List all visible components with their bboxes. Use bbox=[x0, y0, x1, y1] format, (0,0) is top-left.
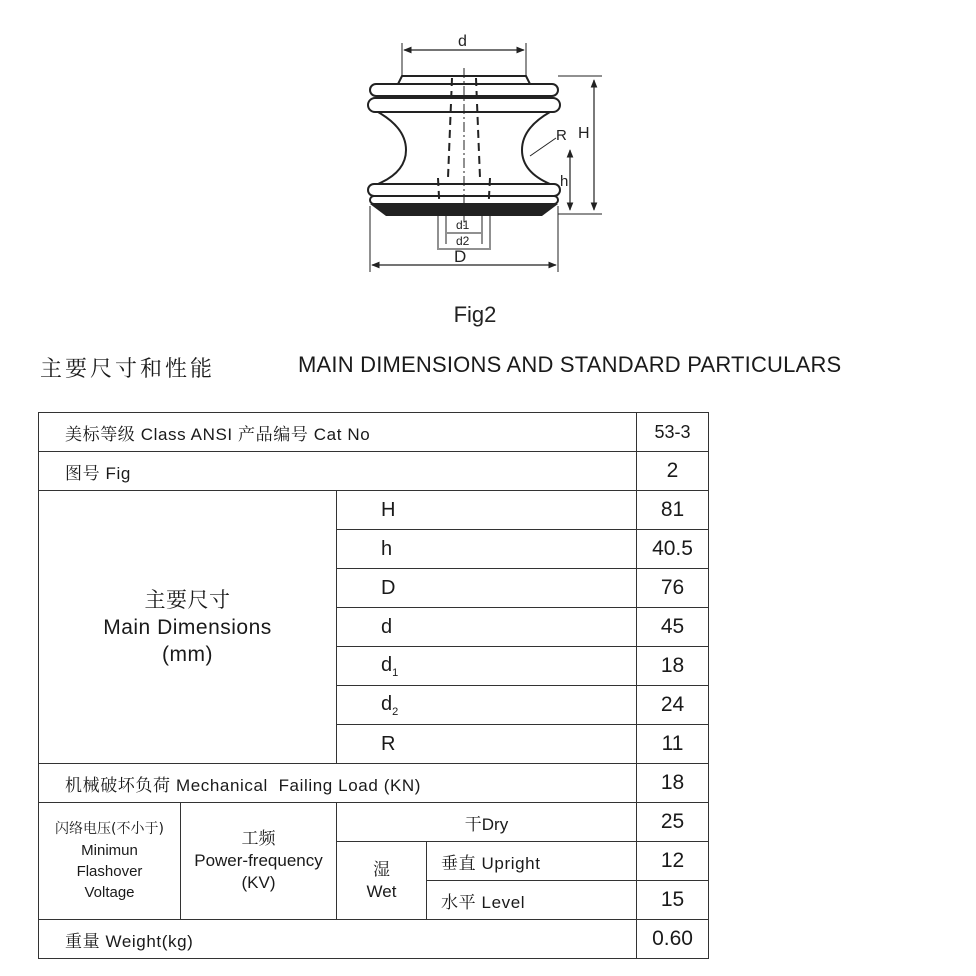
dim-label-D: D bbox=[454, 247, 467, 266]
spec-table bbox=[38, 412, 709, 959]
fig-row bbox=[39, 452, 709, 491]
figure-caption: Fig2 bbox=[453, 302, 497, 327]
dim-value: 24 bbox=[637, 686, 709, 725]
upright-label: 垂直 Upright bbox=[427, 842, 637, 881]
insulator-drawing bbox=[330, 28, 620, 298]
dim-label-d2: d2 bbox=[456, 234, 470, 248]
dim-value: 40.5 bbox=[637, 530, 709, 569]
dim-symbol: R bbox=[337, 725, 637, 764]
heading-chinese: 主要尺寸和性能 bbox=[40, 357, 216, 382]
weight-row bbox=[39, 920, 709, 959]
dim-symbol: $d_1$ bbox=[337, 647, 637, 686]
dim-row bbox=[39, 491, 709, 530]
dim-label-R: R bbox=[556, 127, 567, 144]
wet-label: 湿 Wet bbox=[337, 842, 427, 920]
dry-value: 25 bbox=[637, 803, 709, 842]
mech-value: 18 bbox=[637, 764, 709, 803]
insulator-figure bbox=[330, 28, 620, 338]
weight-value: 0.60 bbox=[637, 920, 709, 959]
class-value: 53-3 bbox=[637, 413, 709, 452]
power-frequency-label: 工频 Power-frequency (KV) bbox=[181, 803, 337, 920]
dim-label-H: H bbox=[578, 125, 590, 142]
flashover-row bbox=[39, 803, 709, 842]
level-value: 15 bbox=[637, 881, 709, 920]
upright-value: 12 bbox=[637, 842, 709, 881]
dim-label-h: h bbox=[560, 173, 569, 190]
class-row bbox=[39, 413, 709, 452]
mech-label: 机械破坏负荷 Mechanical Failing Load (KN) bbox=[39, 764, 637, 803]
level-label: 水平 Level bbox=[427, 881, 637, 920]
heading-english: MAIN DIMENSIONS AND STANDARD PARTICULARS bbox=[298, 352, 842, 377]
section-heading bbox=[40, 350, 970, 384]
dim-value: 76 bbox=[637, 569, 709, 608]
dim-value: 18 bbox=[637, 647, 709, 686]
dry-label: 干Dry bbox=[337, 803, 637, 842]
flashover-label: 闪络电压(不小于) Minimun Flashover Voltage bbox=[39, 803, 181, 920]
weight-label: 重量 Weight(kg) bbox=[39, 920, 637, 959]
dim-symbol: D bbox=[337, 569, 637, 608]
dim-value: 45 bbox=[637, 608, 709, 647]
dim-label-d: d bbox=[458, 33, 467, 50]
mech-row bbox=[39, 764, 709, 803]
class-label: 美标等级 Class ANSI 产品编号 Cat No bbox=[39, 413, 637, 452]
dim-symbol: H bbox=[337, 491, 637, 530]
dim-label-d1: d1 bbox=[456, 218, 470, 232]
main-dimensions-label: 主要尺寸 Main Dimensions (mm) bbox=[39, 491, 337, 764]
dim-value: 11 bbox=[637, 725, 709, 764]
fig-label: 图号 Fig bbox=[39, 452, 637, 491]
dim-symbol: h bbox=[337, 530, 637, 569]
dim-value: 81 bbox=[637, 491, 709, 530]
dim-symbol: $d_2$ bbox=[337, 686, 637, 725]
dim-symbol: d bbox=[337, 608, 637, 647]
fig-value: 2 bbox=[637, 452, 709, 491]
